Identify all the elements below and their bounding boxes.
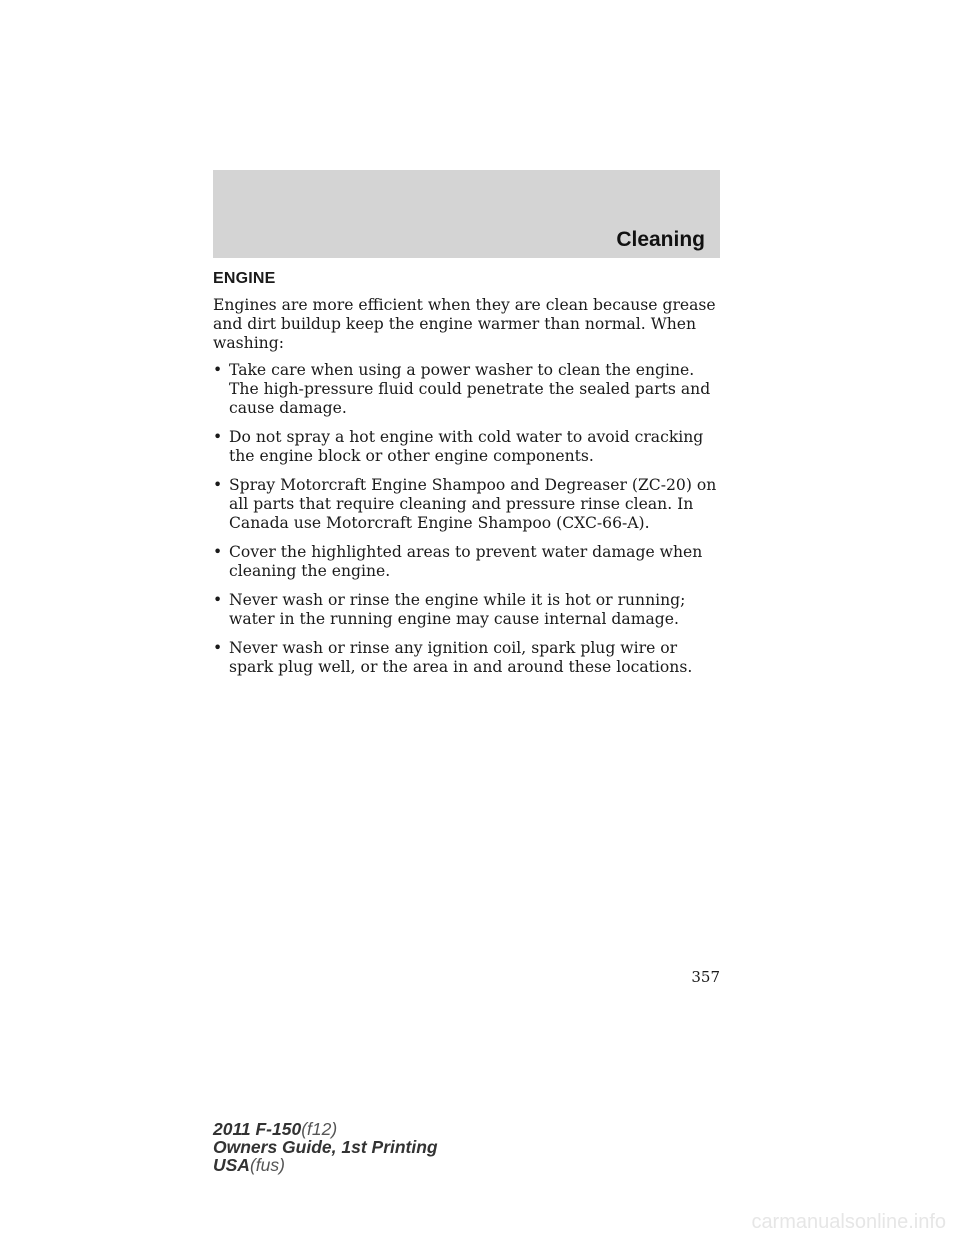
watermark: carmanualsonline.info [751,1211,946,1233]
list-item-text: Spray Motorcraft Engine Shampoo and Degreaser (ZC-20) on all parts that require cleaning and pressure rinse clean. In Canada use Motorcraft Engine Shampoo (CXC-66-A). [229,476,717,532]
list-item [213,543,723,581]
section-header-band [213,170,720,258]
footer-line-3 [213,1156,438,1174]
bullet-icon: • [213,428,223,446]
list-item [213,591,723,629]
section-title: Cleaning [616,228,705,251]
bullet-icon: • [213,639,223,657]
list-item [213,361,723,418]
list-item-text: Do not spray a hot engine with cold water to avoid cracking the engine block or other engine components. [229,428,704,465]
list-item-text: Take care when using a power washer to clean the engine. The high-pressure fluid could penetrate the sealed parts and cause damage. [229,361,711,417]
intro-paragraph: Engines are more efficient when they are clean because grease and dirt buildup keep the engine warmer than normal. When washing: [213,296,716,352]
bullet-icon: • [213,361,223,379]
footer-region: USA [213,1155,250,1175]
document-footer [213,1120,438,1174]
list-item-text: Never wash or rinse the engine while it is hot or running; water in the running engine may cause internal damage. [229,591,686,628]
page-number: 357 [691,968,720,986]
footer-model-code: (f12) [301,1119,338,1139]
bullet-list [213,361,723,677]
list-item-text: Never wash or rinse any ignition coil, spark plug wire or spark plug well, or the area in and around these locations. [229,639,693,676]
list-item [213,639,723,677]
page-content [213,270,723,687]
bullet-icon: • [213,591,223,609]
bullet-icon: • [213,543,223,561]
list-item [213,428,723,466]
list-item-text: Cover the highlighted areas to prevent water damage when cleaning the engine. [229,543,703,580]
footer-model: 2011 F-150 [213,1119,302,1139]
footer-region-code: (fus) [249,1155,285,1175]
list-item [213,476,723,533]
footer-printing: Owners Guide, 1st Printing [213,1137,438,1157]
bullet-icon: • [213,476,223,494]
footer-line-1 [213,1120,438,1138]
footer-line-2 [213,1138,438,1156]
section-heading: ENGINE [213,270,276,287]
